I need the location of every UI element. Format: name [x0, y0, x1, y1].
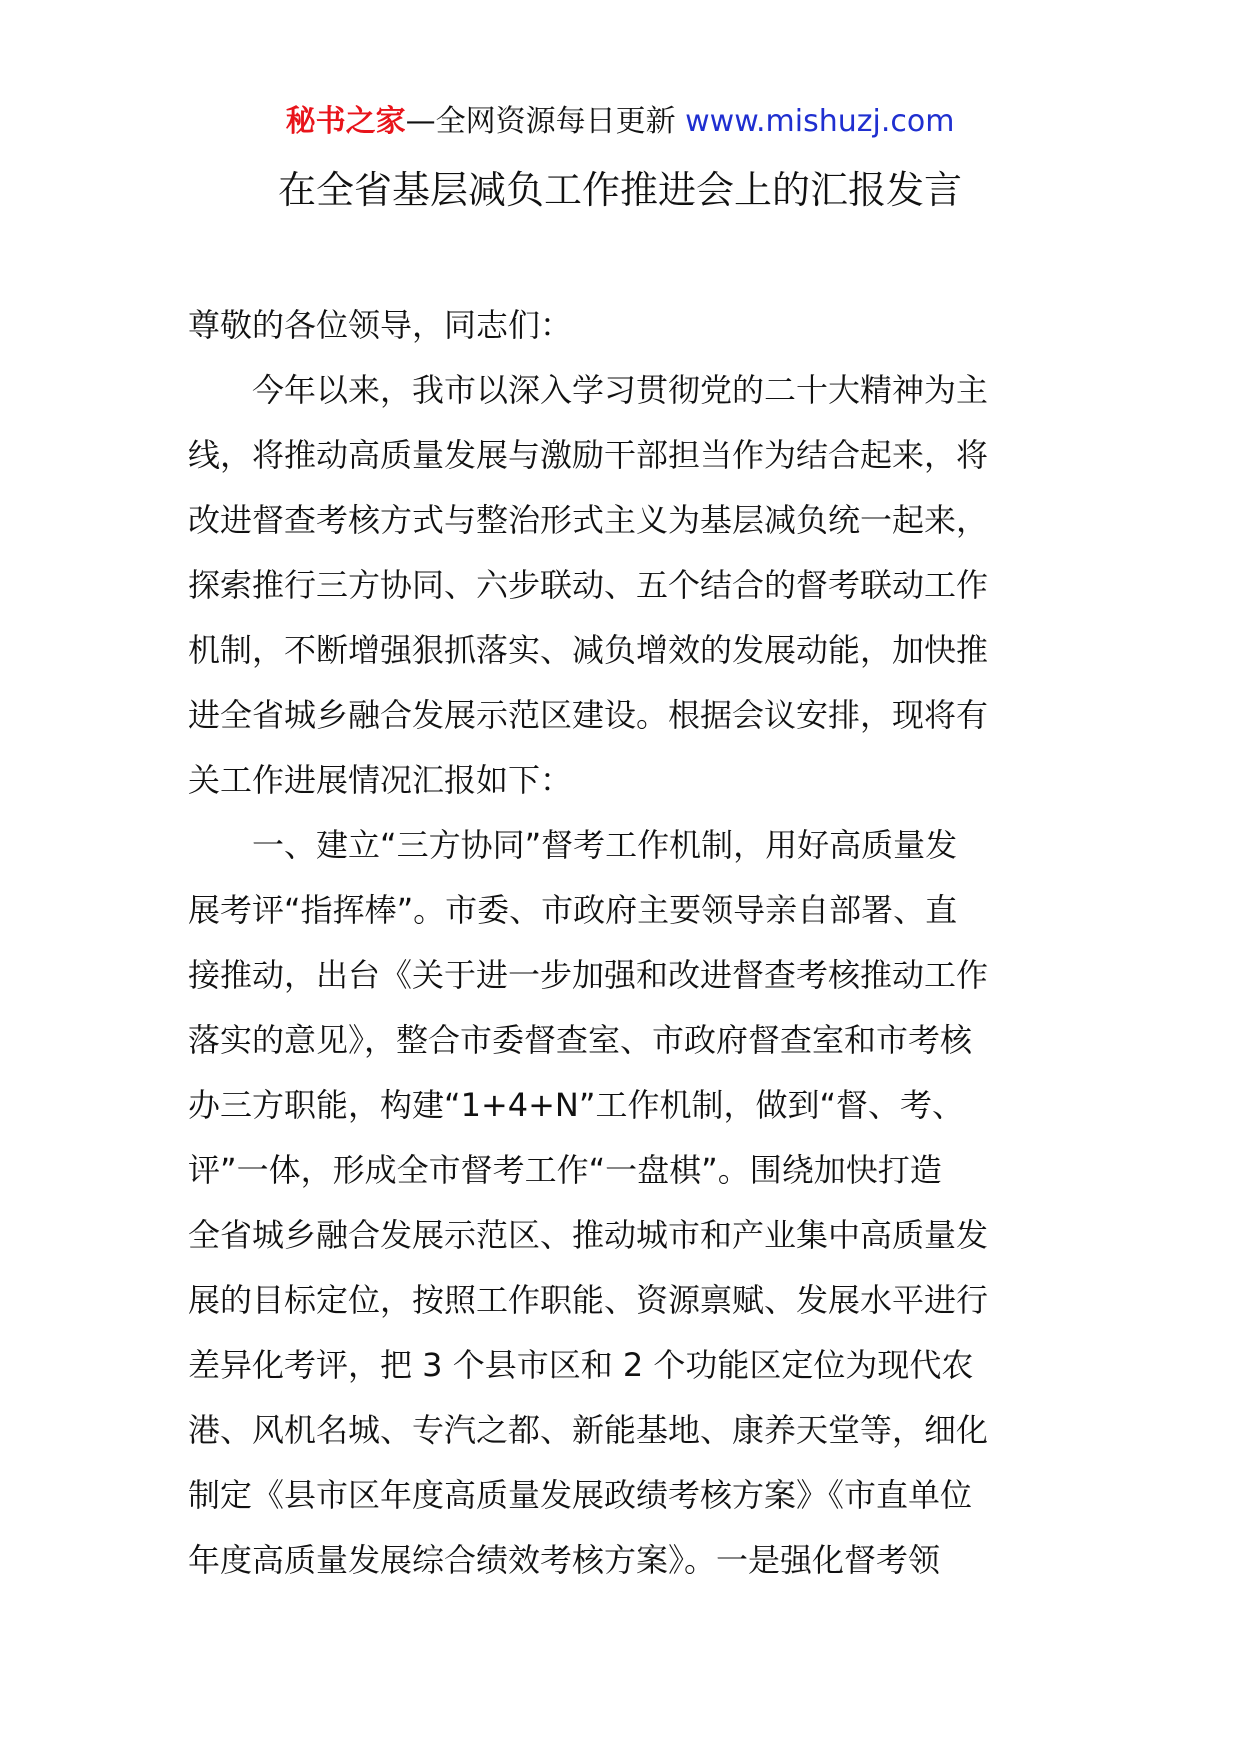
paragraph-line: 进全省城乡融合发展示范区建设。根据会议安排，现将有: [188, 696, 989, 734]
paragraph-line: 探索推行三方协同、六步联动、五个结合的督考联动工作: [188, 566, 989, 604]
paragraph-line: 港、风机名城、专汽之都、新能基地、康养天堂等，细化: [188, 1411, 989, 1449]
brand-name: 秘书之家: [285, 104, 406, 139]
paragraph-line: 差异化考评，把 3 个县市区和 2 个功能区定位为现代农: [188, 1346, 974, 1384]
document-title: 在全省基层减负工作推进会上的汇报发言: [277, 168, 962, 212]
paragraph-line: 年度高质量发展综合绩效考核方案》。一是强化督考领: [188, 1541, 941, 1579]
paragraph-line: 落实的意见》，整合市委督查室、市政府督查室和市考核: [188, 1021, 973, 1059]
paragraph-line: 机制，不断增强狠抓落实、减负增效的发展动能，加快推: [188, 631, 989, 669]
site-banner: [0, 100, 1240, 144]
section-heading-line: 一、建立“三方协同”督考工作机制，用好高质量发: [252, 826, 958, 864]
document-body: [188, 293, 1088, 1593]
paragraph-line: 全省城乡融合发展示范区、推动城市和产业集中高质量发: [188, 1216, 989, 1254]
paragraph-line: 改进督查考核方式与整治形式主义为基层减负统一起来，: [188, 501, 989, 539]
brand-url-link[interactable]: www.mishuzj.com: [685, 104, 955, 139]
paragraph-line: 今年以来，我市以深入学习贯彻党的二十大精神为主: [252, 371, 989, 409]
paragraph-line: 展考评“指挥棒”。市委、市政府主要领导亲自部署、直: [188, 891, 958, 929]
paragraph-line: 办三方职能，构建“1+4+N”工作机制，做到“督、考、: [188, 1086, 965, 1124]
paragraph-line: 线，将推动高质量发展与激励干部担当作为结合起来，将: [188, 436, 989, 474]
salutation-line: 尊敬的各位领导，同志们：: [188, 306, 573, 344]
paragraph-line: 制定《县市区年度高质量发展政绩考核方案》《市直单位: [188, 1476, 973, 1514]
brand-slogan: —全网资源每日更新: [405, 104, 676, 139]
paragraph-line: 接推动，出台《关于进一步加强和改进督查考核推动工作: [188, 956, 989, 994]
paragraph-line: 评”一体，形成全市督考工作“一盘棋”。围绕加快打造: [188, 1151, 942, 1189]
paragraph-line: 关工作进展情况汇报如下：: [188, 761, 573, 799]
paragraph-line: 展的目标定位，按照工作职能、资源禀赋、发展水平进行: [188, 1281, 989, 1319]
